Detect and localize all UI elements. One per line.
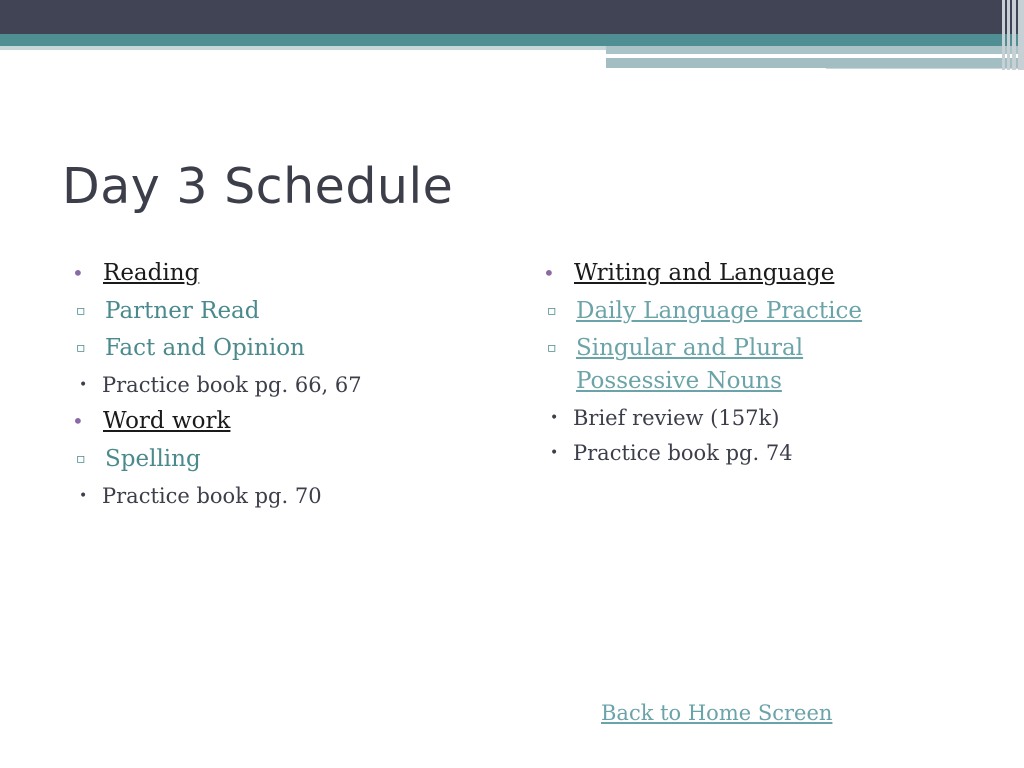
left-column (72, 258, 492, 513)
header-accent-line (826, 56, 946, 58)
list-item-label: Practice book pg. 66, 67 (102, 373, 362, 397)
list-item-label: Partner Read (105, 298, 260, 324)
header-stripe (1002, 0, 1005, 70)
list-item-label: Practice book pg. 74 (573, 441, 793, 465)
list-item-word-work (72, 406, 492, 437)
back-to-home-link[interactable]: Back to Home Screen (601, 701, 833, 725)
header-stripe (1012, 0, 1016, 70)
square-bullet-icon: ▫ (76, 303, 86, 319)
header-bar-light (0, 46, 606, 50)
list-item-label: Brief review (157k) (573, 406, 780, 430)
slide-title: Day 3 Schedule (62, 158, 454, 215)
list-item-spelling (72, 443, 492, 476)
dot-bullet-icon: • (79, 377, 88, 393)
reading-link[interactable]: Reading (103, 260, 200, 286)
writing-language-link[interactable]: Writing and Language (574, 260, 835, 286)
header-bar-dark (0, 0, 1024, 34)
dot-bullet-icon: • (550, 445, 559, 461)
header-stripe (1018, 0, 1024, 70)
word-work-link[interactable]: Word work (103, 408, 231, 434)
list-item-practice-book-74 (543, 437, 923, 470)
dot-bullet-icon: • (550, 410, 559, 426)
list-item-partner-read (72, 295, 492, 328)
header-bar-light-lower (606, 58, 1024, 68)
header-stripes (994, 0, 1024, 70)
list-item-label: Spelling (105, 446, 201, 472)
link-line-1: Singular and Plural (576, 335, 804, 361)
link-line-2: Possessive Nouns (576, 368, 782, 394)
list-item-reading (72, 258, 492, 289)
header-stripe (1007, 0, 1010, 70)
right-column (543, 258, 923, 470)
list-item-brief-review (543, 402, 923, 435)
header-bar-light-right (606, 46, 1024, 54)
list-item-possessive-nouns (543, 332, 923, 398)
list-item-writing-language (543, 258, 923, 289)
bullet-icon: • (72, 261, 84, 285)
list-item-label: Fact and Opinion (105, 335, 305, 361)
square-bullet-icon: ▫ (547, 340, 557, 356)
list-item-fact-opinion (72, 332, 492, 365)
list-item-daily-language (543, 295, 923, 328)
square-bullet-icon: ▫ (547, 303, 557, 319)
list-item-label: Practice book pg. 70 (102, 484, 322, 508)
daily-language-practice-link[interactable]: Daily Language Practice (576, 298, 863, 324)
square-bullet-icon: ▫ (76, 451, 86, 467)
list-item-practice-book-70 (72, 480, 492, 513)
bullet-icon: • (72, 409, 84, 433)
header-bar-teal (0, 34, 1024, 46)
possessive-nouns-link[interactable] (576, 335, 803, 394)
list-item-practice-book-66 (72, 369, 492, 402)
dot-bullet-icon: • (79, 488, 88, 504)
bullet-icon: • (543, 261, 555, 285)
square-bullet-icon: ▫ (76, 340, 86, 356)
